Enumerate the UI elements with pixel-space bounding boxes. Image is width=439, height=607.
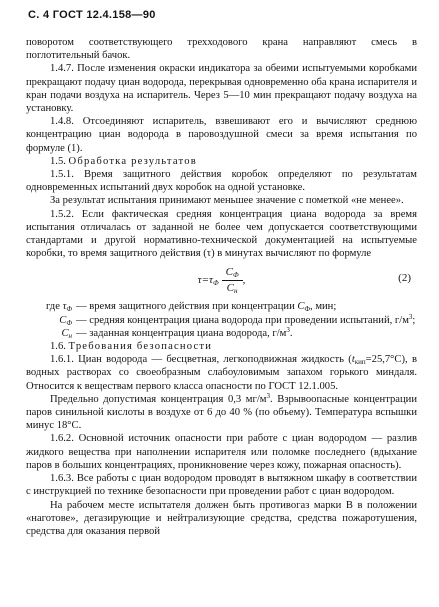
- paragraph: поворотом соответствующего трехходового крана направляют смесь в поглотительный бачок.: [26, 37, 417, 62]
- formula-comma: ,: [242, 273, 246, 286]
- paragraph-1-5-1: 1.5.1. Время защитного действия коробок определяют по результатам одновременных испытаний двух коробок на одной установке.: [26, 169, 417, 194]
- formula-fraction: [222, 266, 243, 295]
- section-title: Обработка результатов: [68, 155, 197, 167]
- section-title: Требования безопасности: [68, 341, 213, 353]
- definition-row: [26, 314, 417, 327]
- paragraph: Предельно допустимая концентрация 0,3 $мг/м^3$. Взрывоопасные концентрации паров синильной кислоты в воздухе от 6 до 40 % (по объему). Температура вспышки минус 18°С.: [26, 391, 417, 432]
- definition-row: [26, 327, 417, 340]
- definition-row: [26, 300, 417, 313]
- definition-text: — средняя концентрация циана водорода при проведении испытаний, $г/м^3$;: [76, 312, 416, 326]
- section-heading-1-5: [26, 155, 417, 168]
- definition-symbol: где $\tau_Ф$: [45, 301, 72, 314]
- formula-lhs: $\tau=\tau_Ф$: [197, 273, 219, 287]
- paragraph-1-5-2: 1.5.2. Если фактическая средняя концентрация циана водорода за время испытания отличалась от заданной не более чем допускается соответствующими стандартами и другой нормативно-технической документацией на испытуемые коробки, то время защитного действия (τ) в минутах вычисляют по формуле: [26, 208, 417, 260]
- section-heading-1-6: [26, 340, 417, 353]
- definition-text: — время защитного действия при концентрации $С_Ф$, мин;: [76, 301, 337, 314]
- symbol-definitions: [26, 300, 417, 340]
- section-number: 1.6.: [50, 341, 66, 353]
- paragraph-1-6-2: 1.6.2. Основной источник опасности при работе с циан водородом — разлив жидкого вещества при наполнении испарителя или поломке последнего (вдыхание паров в больших концентрациях, проникновение через кожу, пожарная опасность).: [26, 433, 417, 471]
- definition-symbol: $С_Ф$: [59, 314, 72, 327]
- paragraph: На рабочем месте испытателя должен быть противогаз марки В в положении «наготове», дегазирующие и нейтрализующие средства, средства пожаротушения, средства для оказания первой: [26, 499, 417, 537]
- paragraph-1-4-8: 1.4.8. Отсоединяют испаритель, взвешивают его и вычисляют среднюю концентрацию циан водорода в паровоздушной смеси за время испытания по формуле (1).: [26, 116, 417, 154]
- page-header: С. 4 ГОСТ 12.4.158—90: [28, 9, 156, 21]
- paragraph-1-6-1: 1.6.1. Циан водорода — бесцветная, легкоподвижная жидкость $(t_{кип}=25,7^\circ C)$, в водных растворах со своеобразным слабоуловимым запахом горького миндаля. Относится к веществам первого класса опасности по ГОСТ 12.1.005.: [26, 354, 417, 392]
- section-number: 1.5.: [50, 155, 66, 167]
- paragraph-1-6-3: 1.6.3. Все работы с циан водородом проводят в вытяжном шкафу в соответствии с инструкцией по технике безопасности при проведении работ с циан водородом.: [26, 473, 417, 498]
- document-body: [26, 36, 417, 538]
- formula-2: [26, 263, 417, 297]
- formula-denominator: $С_н$: [226, 281, 238, 295]
- definition-text: — заданная концентрация циана водорода, $г/м^3$.: [76, 325, 293, 339]
- formula-numerator: $С_Ф$: [222, 266, 243, 281]
- equation-number: (2): [398, 272, 411, 285]
- definition-symbol: $С_н$: [61, 327, 72, 340]
- paragraph: За результат испытания принимают меньшее значение с пометкой «не менее».: [50, 195, 404, 207]
- paragraph-1-4-7: 1.4.7. После изменения окраски индикатора за обеими испытуемыми коробками прекращают подачу циан водорода, перекрывая одновременно оба крана испарителя и кран подачи воздуха на испаритель. Через 5—10 мин прекращают подачу воздуха на установку.: [26, 63, 417, 115]
